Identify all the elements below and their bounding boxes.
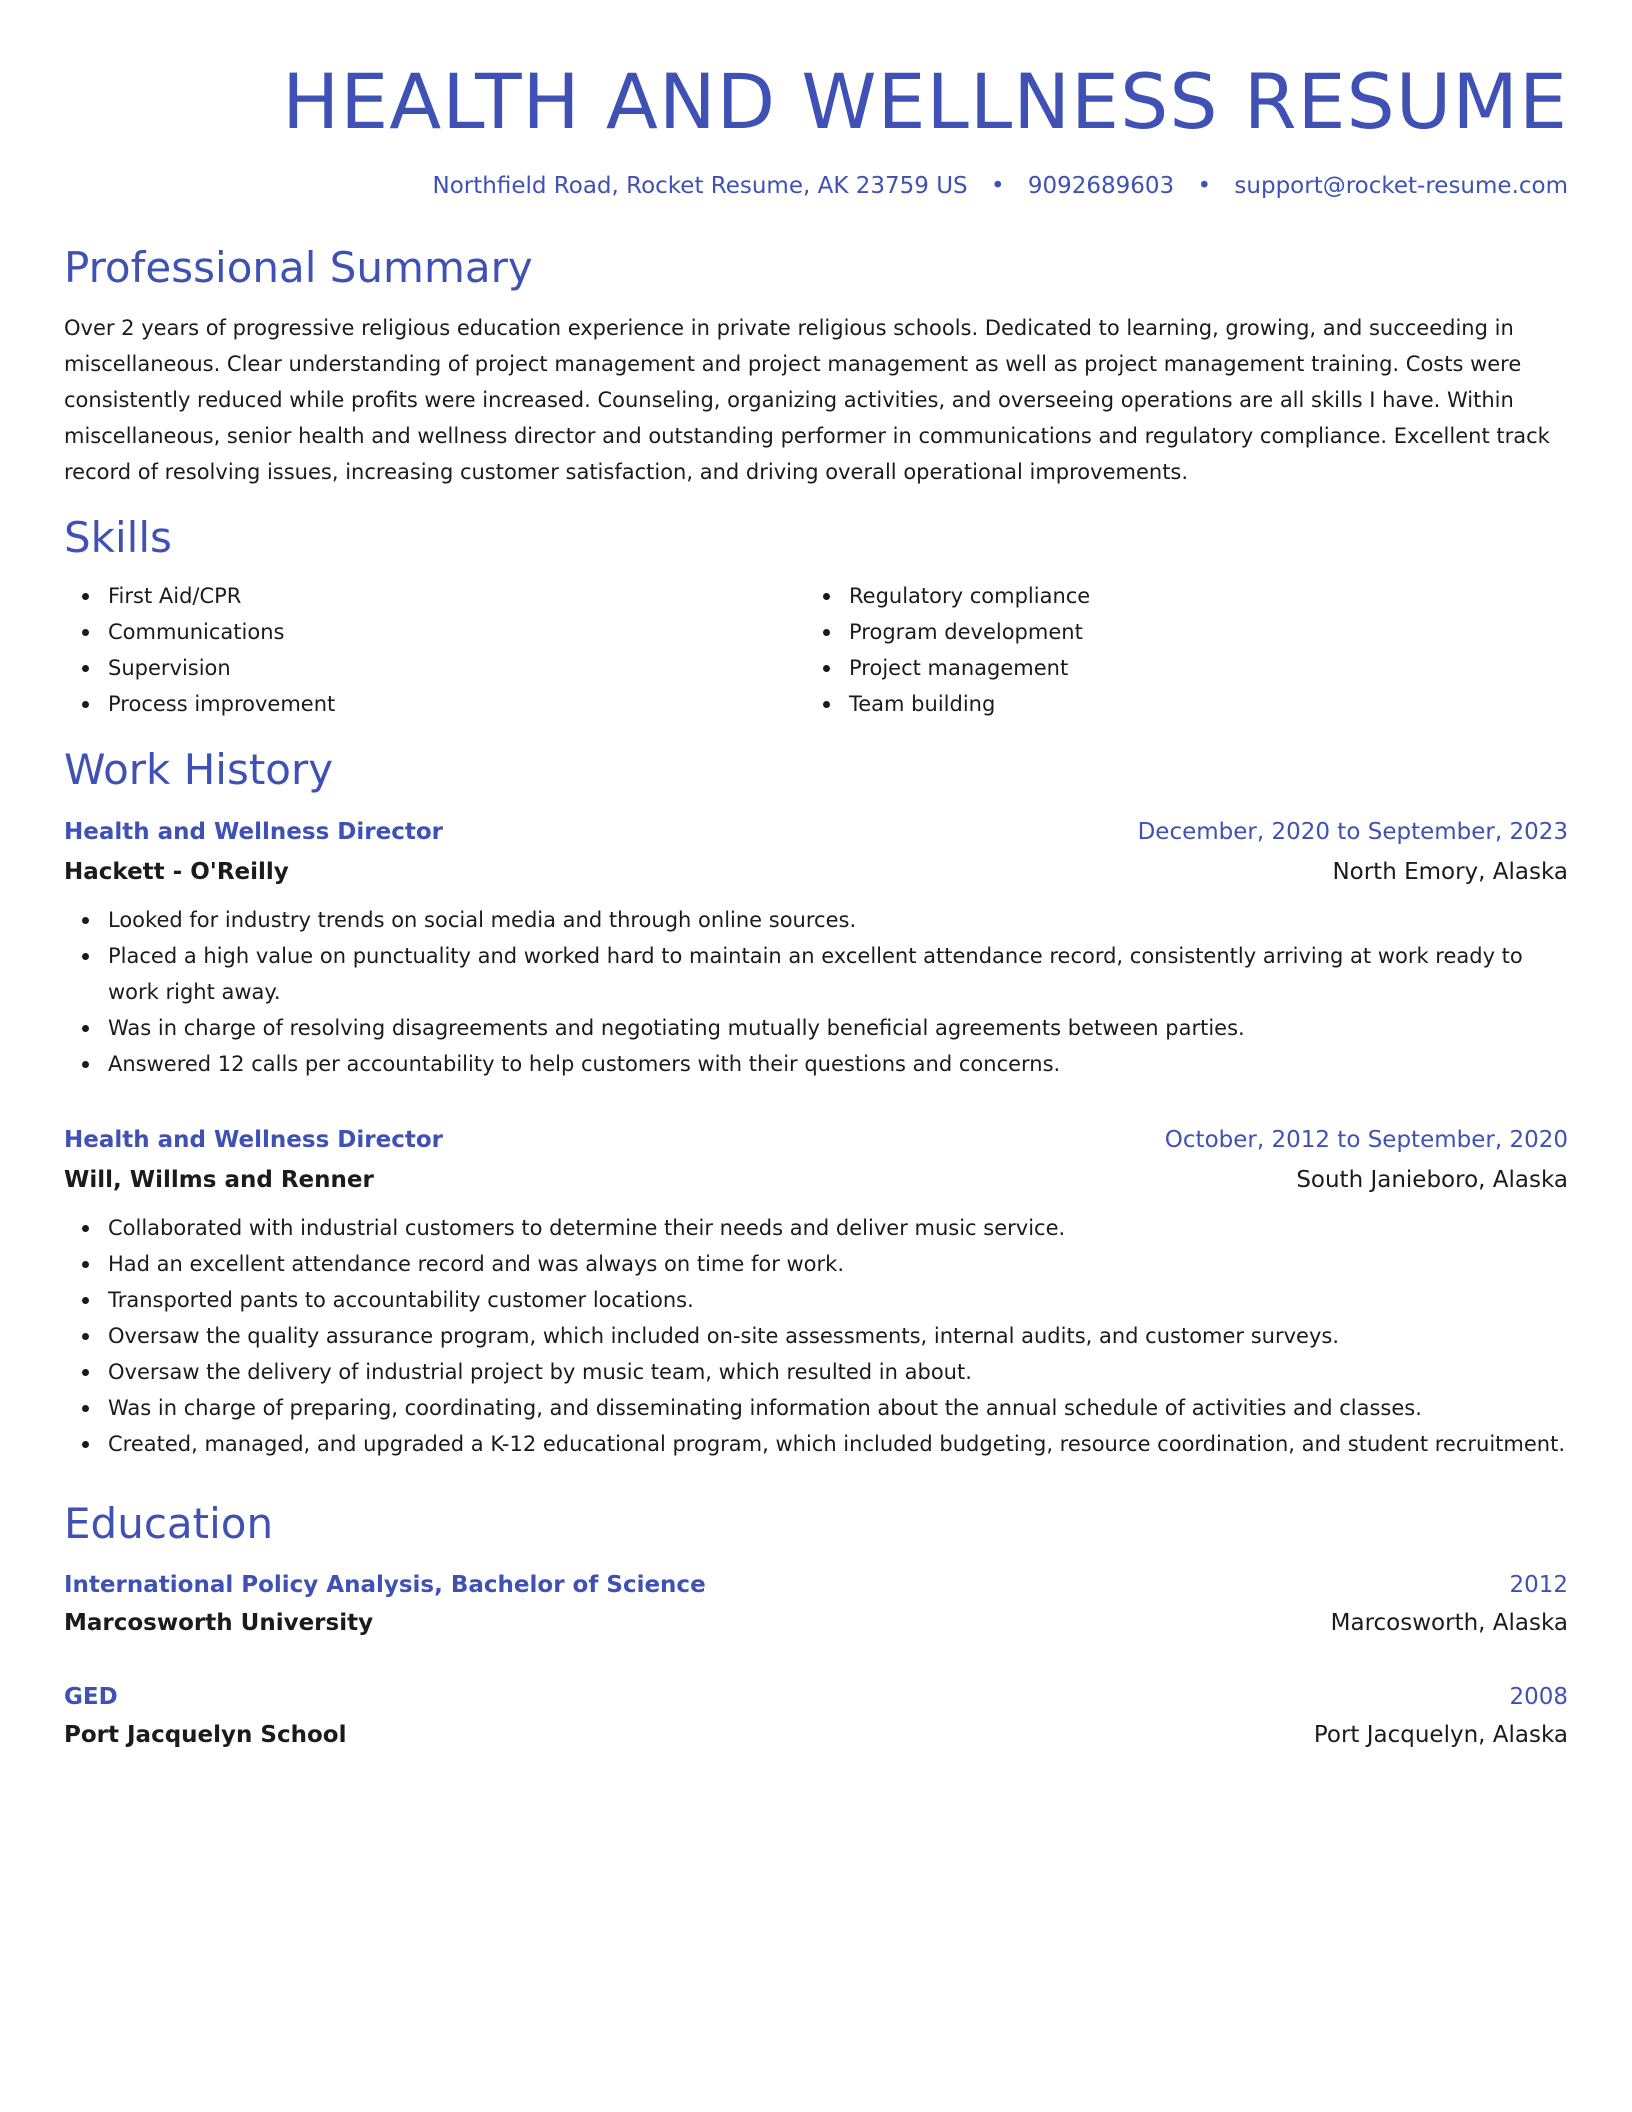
responsibility-item: Had an excellent attendance record and was always on time for work. <box>108 1246 1568 1282</box>
skills-list-right <box>805 578 1546 722</box>
contact-separator: • <box>1197 173 1212 199</box>
skills-heading: Skills <box>64 513 172 562</box>
work-history-heading: Work History <box>64 745 334 794</box>
job-dates: October, 2012 to September, 2020 <box>1164 1127 1568 1153</box>
responsibility-item: Transported pants to accountability customer locations. <box>108 1282 1568 1318</box>
contact-line <box>64 168 1568 204</box>
responsibility-item: Looked for industry trends on social media and through online sources. <box>108 902 1568 938</box>
skill-item: Project management <box>849 650 1546 686</box>
responsibility-item: Oversaw the delivery of industrial project by music team, which resulted in about. <box>108 1354 1568 1390</box>
skill-item: First Aid/CPR <box>108 578 805 614</box>
professional-summary-section <box>64 240 1568 490</box>
skill-item: Regulatory compliance <box>849 578 1546 614</box>
job-location: North Emory, Alaska <box>1332 859 1568 885</box>
responsibility-item: Oversaw the quality assurance program, which included on-site assessments, internal audits, and customer surveys. <box>108 1318 1568 1354</box>
school-location: Marcosworth, Alaska <box>1330 1610 1568 1636</box>
school-location: Port Jacquelyn, Alaska <box>1313 1722 1568 1748</box>
education-heading: Education <box>64 1499 274 1548</box>
job-entry <box>64 1120 1568 1462</box>
job-responsibilities <box>64 1210 1568 1462</box>
skill-item: Process improvement <box>108 686 805 722</box>
contact-address: Northfield Road, Rocket Resume, AK 23759 US <box>432 173 968 199</box>
education-entry <box>64 1566 1568 1642</box>
degree-title: International Policy Analysis, Bachelor of Science <box>64 1572 706 1598</box>
job-responsibilities <box>64 902 1568 1082</box>
contact-email: support@rocket-resume.com <box>1234 173 1568 199</box>
summary-heading: Professional Summary <box>64 243 533 292</box>
responsibility-item: Created, managed, and upgraded a K-12 educational program, which included budgeting, resource coordination, and student recruitment. <box>108 1426 1568 1462</box>
responsibility-item: Was in charge of preparing, coordinating, and disseminating information about the annual schedule of activities and classes. <box>108 1390 1568 1426</box>
responsibility-item: Answered 12 calls per accountability to help customers with their questions and concerns. <box>108 1046 1568 1082</box>
degree-title: GED <box>64 1684 118 1710</box>
job-location: South Janieboro, Alaska <box>1296 1167 1568 1193</box>
education-section <box>64 1496 1568 1754</box>
job-dates: December, 2020 to September, 2023 <box>1137 819 1568 845</box>
resume-title: HEALTH AND WELLNESS RESUME <box>282 57 1568 146</box>
job-title: Health and Wellness Director <box>64 1127 443 1153</box>
degree-year: 2008 <box>1509 1684 1568 1710</box>
work-history-section <box>64 742 1568 1462</box>
responsibility-item: Was in charge of resolving disagreements and negotiating mutually beneficial agreements between parties. <box>108 1010 1568 1046</box>
education-entry <box>64 1678 1568 1754</box>
job-company: Hackett - O'Reilly <box>64 859 289 885</box>
summary-text: Over 2 years of progressive religious education experience in private religious schools. Dedicated to learning, growing, and succeeding in miscellaneous. Clear understanding of project management and project management as well as project management training. Costs were consistently reduced while profits were increased. Counseling, organizing activities, and overseeing operations are all skills I have. Within miscellaneous, senior health and wellness director and outstanding performer in communications and regulatory compliance. Excellent track record of resolving issues, increasing customer satisfaction, and driving overall operational improvements. <box>64 316 1550 484</box>
skills-list-left <box>64 578 805 722</box>
skill-item: Program development <box>849 614 1546 650</box>
skill-item: Supervision <box>108 650 805 686</box>
contact-phone: 9092689603 <box>1027 173 1175 199</box>
skills-grid <box>64 578 1568 722</box>
responsibility-item: Collaborated with industrial customers to determine their needs and deliver music service. <box>108 1210 1568 1246</box>
skill-item: Team building <box>849 686 1546 722</box>
contact-separator: • <box>990 173 1005 199</box>
skills-section <box>64 510 1568 722</box>
responsibility-item: Placed a high value on punctuality and worked hard to maintain an excellent attendance record, consistently arriving at work ready to work right away. <box>108 938 1568 1010</box>
school-name: Port Jacquelyn School <box>64 1722 347 1748</box>
job-entry <box>64 812 1568 1082</box>
job-title: Health and Wellness Director <box>64 819 443 845</box>
job-company: Will, Willms and Renner <box>64 1167 374 1193</box>
degree-year: 2012 <box>1509 1572 1568 1598</box>
school-name: Marcosworth University <box>64 1610 374 1636</box>
skill-item: Communications <box>108 614 805 650</box>
